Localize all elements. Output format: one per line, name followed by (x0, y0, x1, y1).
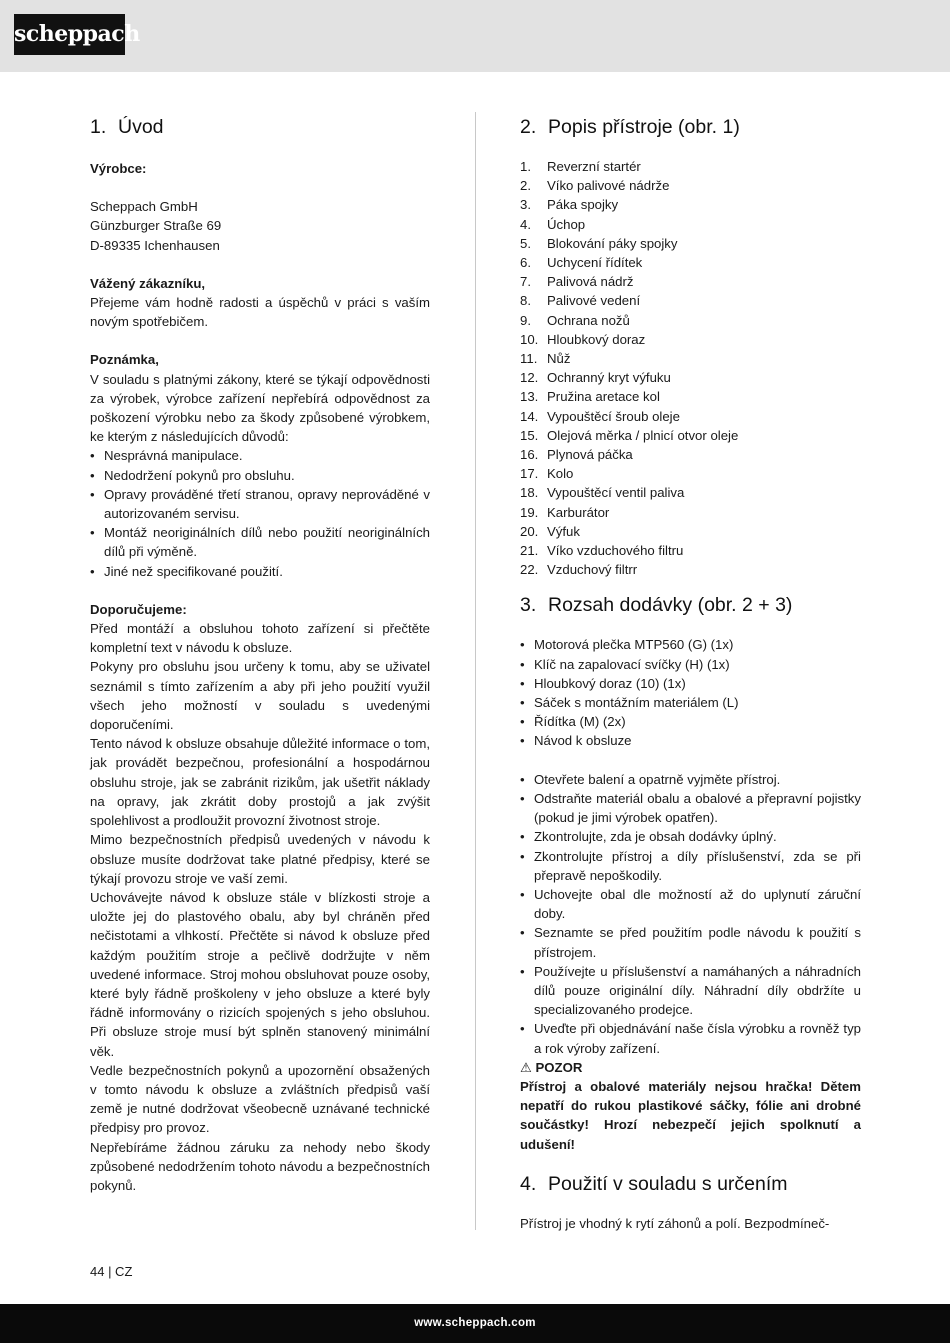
list-item: 18. Vypouštěcí ventil paliva (520, 485, 685, 501)
list-item: 9. Ochrana nožů (520, 312, 630, 328)
list-item: 6. Uchycení řídítek (520, 255, 643, 271)
list-item: 12. Ochranný kryt výfuku (520, 370, 671, 386)
list-item: 11. Nůž (520, 351, 571, 367)
list-item: 14. Vypouštěcí šroub oleje (520, 408, 680, 424)
list-item: • Opravy prováděné třetí stranou, opravy neprováděné v autorizovaném servisu. (90, 485, 430, 523)
section-1-heading (90, 113, 430, 141)
list-item: 15. Olejová měrka / plnicí otvor oleje (520, 427, 739, 443)
section-title: Popis přístroje (obr. 1) (548, 116, 740, 138)
section-number: 4. (520, 1172, 537, 1195)
list-item: 8. Palivové vedení (520, 293, 641, 309)
list-item: • Motorová plečka MTP560 (G) (1x) (520, 635, 861, 654)
section-title: Rozsah dodávky (obr. 2 + 3) (548, 594, 793, 617)
list-item: 20. Výfuk (520, 523, 580, 539)
recommend-label: Doporučujeme: (90, 601, 187, 617)
list-item: 22. Vzduchový filtrr (520, 562, 638, 578)
list-item: • Nedodržení pokynů pro obsluhu. (90, 466, 430, 485)
list-item: 5. Blokování páky spojky (520, 235, 678, 251)
list-item: • Uchovejte obal dle možností až do uplynutí záruční doby. (520, 885, 861, 923)
section-3-heading (520, 591, 861, 619)
list-item: 19. Karburátor (520, 504, 610, 520)
list-item: • Klíč na zapalovací svíčky (H) (1x) (520, 655, 861, 674)
list-item: 2. Víko palivové nádrže (520, 178, 670, 194)
section-4-heading (520, 1170, 861, 1198)
note-list (90, 446, 430, 580)
list-item: • Odstraňte materiál obalu a obalové a přepravní pojistky (pokud je jimi výrobek opatřen). (520, 789, 861, 827)
note-text: V souladu s platnými zákony, které se týkají odpovědnosti za výrobek, výrobce zařízení nepřebírá odpovědnost za poškození výrobku nebo za škody způsobené výrobkem, ke kterým z následujících důvodů: (90, 371, 430, 445)
warning-label: ⚠ POZOR (520, 1059, 583, 1075)
recommend-paragraph: Uchovávejte návod k obsluze stále v blízkosti stroje a uložte jej do plastového obalu, aby byl chráněn před nečistotami a vlhkostí. Přečtěte si návod k obsluze před každým použitím stroje a pečlivě dodržujte v něm uvedené informace. Stroj mohou obsluhovat pouze osoby, které byly řádně proškoleny v jeho obsluze a které byly řádně informovány o rizicích spojených s jeho obsluhou. Při obsluze stroje musí být splněn stanovený minimální věk. (90, 889, 430, 1059)
address-line: Günzburger Straße 69 (90, 218, 222, 234)
list-item: 3. Páka spojky (520, 197, 619, 213)
section-2-heading (520, 113, 861, 141)
address-line: Scheppach GmbH (90, 199, 198, 215)
parts-list (520, 157, 861, 579)
list-item: 10. Hloubkový doraz (520, 331, 646, 347)
footer-bar (0, 1304, 950, 1343)
list-item: • Seznamte se před použitím podle návodu k použití s přístrojem. (520, 923, 861, 961)
address-line: D-89335 Ichenhausen (90, 237, 220, 253)
left-column (90, 113, 430, 1195)
list-item: • Jiné než specifikované použití. (90, 562, 430, 581)
list-item: • Montáž neoriginálních dílů nebo použití neoriginálních dílů při výměně. (90, 523, 430, 561)
list-item: • Nesprávná manipulace. (90, 446, 430, 465)
section-title: Použití v souladu s určením (548, 1172, 788, 1195)
list-item: 16. Plynová páčka (520, 447, 633, 463)
list-item: 4. Úchop (520, 216, 586, 232)
recommend-paragraph: Nepřebíráme žádnou záruku za nehody nebo škody způsobené nedodržením tohoto návodu a bezpečnostních pokynů. (90, 1139, 430, 1193)
list-item: 21. Víko vzduchového filtru (520, 543, 684, 559)
scheppach-logo: scheppach (14, 14, 125, 55)
list-item: • Sáček s montážním materiálem (L) (520, 693, 861, 712)
dear-customer-label: Vážený zákazníku, (90, 275, 206, 291)
dear-customer-text: Přejeme vám hodně radosti a úspěchů v práci s vaším novým spotřebičem. (90, 295, 430, 330)
section-number: 3. (520, 594, 537, 617)
delivery-list (520, 635, 861, 750)
list-item: • Hloubkový doraz (10) (1x) (520, 674, 861, 693)
list-item: • Zkontrolujte, zda je obsah dodávky úplný. (520, 827, 861, 846)
column-divider (475, 112, 476, 1230)
recommend-paragraph: Vedle bezpečnostních pokynů a upozornění obsažených v tomto návodu k obsluze a zvláštních předpisů vaší země je nutné dodržovat všeobecně uznávané technické předpisy pro provoz. (90, 1062, 430, 1136)
list-item: 7. Palivová nádrž (520, 274, 634, 290)
section-4-text: Přístroj je vhodný k rytí záhonů a polí. Bezpodmíneč- (520, 1215, 830, 1231)
recommend-paragraph: Tento návod k obsluze obsahuje důležité informace o tom, jak provádět bezpečnou, profesionální a hospodárnou obsluhu stroje, jak se zabránit rizikům, jak ušetřit náklady na opravy, jak zkrátit doby prostojů a jak zvýšit spolehlivost a prodloužit provozní životnost stroje. (90, 736, 430, 829)
list-item: • Řídítka (M) (2x) (520, 712, 861, 731)
right-column (520, 113, 861, 1233)
page-header (0, 0, 950, 72)
list-item: • Uveďte při objednávání naše čísla výrobku a rovněž typ a rok výroby zařízení. (520, 1019, 861, 1057)
manufacturer-address (90, 197, 430, 255)
list-item: 17. Kolo (520, 466, 574, 482)
website-link[interactable]: www.scheppach.com (414, 1317, 536, 1329)
page-number: 44 | CZ (90, 1264, 133, 1279)
recommend-paragraph: Mimo bezpečnostních předpisů uvedených v návodu k obsluze musíte dodržovat take platné předpisy, které se týkají provozu stroje ve vaší zemi. (90, 832, 430, 886)
recommend-paragraph: Pokyny pro obsluhu jsou určeny k tomu, aby se uživatel seznámil s tímto zařízením a aby při jeho použití využil všech jeho možností v souladu s uvedenými doporučeními. (90, 659, 430, 733)
manufacturer-label: Výrobce: (90, 161, 147, 176)
list-item: 1. Reverzní startér (520, 159, 641, 174)
list-item: • Otevřete balení a opatrně vyjměte přístroj. (520, 770, 861, 789)
section-title: Úvod (118, 116, 164, 138)
list-item: • Zkontrolujte přístroj a díly příslušenství, zda se při přepravě nepoškodily. (520, 847, 861, 885)
list-item: • Používejte u příslušenství a namáhaných a náhradních dílů pouze originální díly. Náhradní díly obdržíte u specializovaného prodejce. (520, 962, 861, 1020)
recommend-paragraph: Před montáží a obsluhou tohoto zařízení si přečtěte kompletní text v návodu k obsluze. (90, 621, 430, 656)
note-label: Poznámka, (90, 352, 159, 368)
list-item: 13. Pružina aretace kol (520, 389, 660, 405)
unpacking-steps-list (520, 770, 861, 1058)
list-item: • Návod k obsluze (520, 731, 861, 750)
section-number: 1. (90, 116, 107, 138)
section-number: 2. (520, 116, 537, 138)
warning-text: Přístroj a obalové materiály nejsou hračka! Dětem nepatří do rukou plastikové sáčky, fólie ani drobné součástky! Hrozí nebezpečí jejich spolknutí a udušení! (520, 1078, 861, 1152)
